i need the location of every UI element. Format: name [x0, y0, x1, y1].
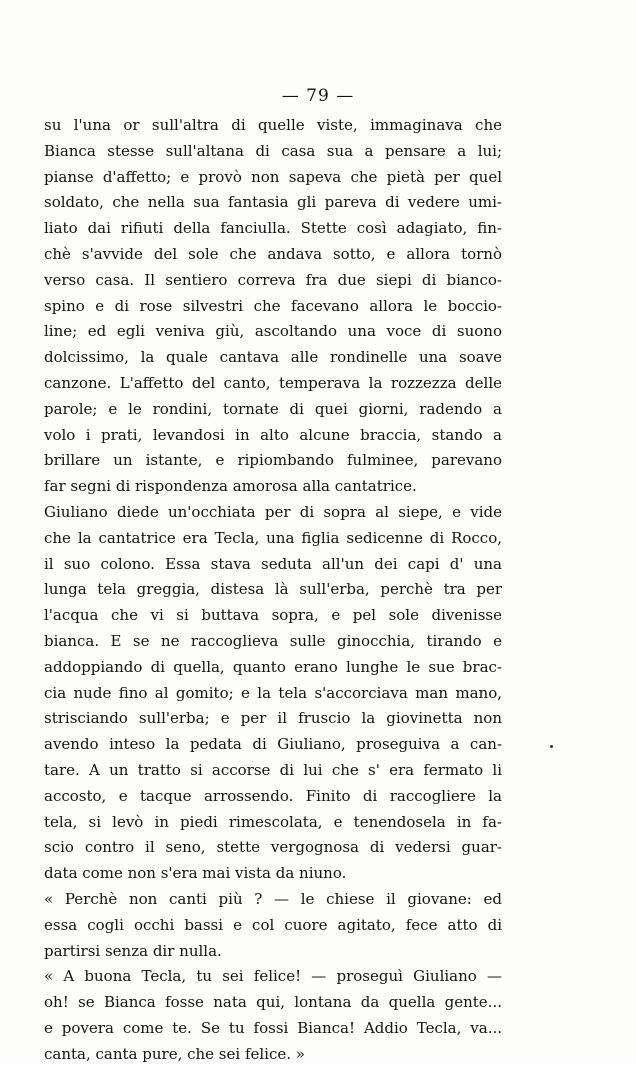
- text-line: dolcissimo, la quale cantava alle rondinelle una soave: [44, 348, 502, 367]
- text-line: canta, canta pure, che sei felice. »: [44, 1044, 305, 1063]
- text-line: tela, si levò in piedi rimescolata, e tenendosela in fa-: [44, 812, 502, 831]
- text-line: tare. A un tratto si accorse di lui che s' era fermato li: [44, 760, 502, 779]
- text-line: cia nude fino al gomito; e la tela s'accorciava man mano,: [44, 683, 502, 702]
- text-line: liato dai rifiuti della fanciulla. Stette così adagiato, fin-: [44, 219, 502, 238]
- text-line: scio contro il seno, stette vergognosa di vedersi guar-: [44, 838, 502, 857]
- text-line: essa cogli occhi bassi e col cuore agitato, fece atto di: [44, 915, 502, 934]
- text-line: brillare un istante, e ripiombando fulminee, parevano: [44, 451, 502, 470]
- text-line: parole; e le rondini, tornate di quei giorni, radendo a: [44, 399, 502, 418]
- text-line: strisciando sull'erba; e per il fruscio la giovinetta non: [44, 709, 502, 728]
- text-line: e povera come te. Se tu fossi Bianca! Addio Tecla, va...: [44, 1018, 502, 1037]
- text-line: spino e di rose silvestri che facevano allora le boccio-: [44, 296, 502, 315]
- text-line: Giuliano diede un'occhiata per di sopra al siepe, e vide: [44, 502, 502, 521]
- text-line: « A buona Tecla, tu sei felice! — proseguì Giuliano —: [44, 967, 502, 986]
- text-line: lunga tela greggia, distesa là sull'erba, perchè tra per: [44, 580, 502, 599]
- text-line: « Perchè non canti più ? — le chiese il giovane: ed: [44, 889, 502, 908]
- text-line: addoppiando di quella, quanto erano lunghe le sue brac-: [44, 657, 502, 676]
- text-line: chè s'avvide del sole che andava sotto, e allora tornò: [44, 244, 502, 263]
- text-line: data come non s'era mai vista da niuno.: [44, 864, 347, 883]
- text-line: che la cantatrice era Tecla, una figlia sedicenne di Rocco,: [44, 528, 502, 547]
- text-line: line; ed egli veniva giù, ascoltando una voce di suono: [44, 322, 502, 341]
- text-line: partirsi senza dir nulla.: [44, 941, 222, 960]
- text-line: far segni di rispondenza amorosa alla cantatrice.: [44, 477, 417, 496]
- text-line: l'acqua che vi si buttava sopra, e pel sole divenisse: [44, 606, 502, 625]
- text-line: accosto, e tacque arrossendo. Finito di raccogliere la: [44, 786, 502, 805]
- text-line: avendo inteso la pedata di Giuliano, proseguiva a can-: [44, 735, 502, 754]
- text-line: pianse d'affetto; e provò non sapeva che pietà per quel: [44, 167, 502, 186]
- text-line: il suo colono. Essa stava seduta all'un dei capi d' una: [44, 554, 502, 573]
- text-line: oh! se Bianca fosse nata qui, lontana da quella gente...: [44, 993, 502, 1012]
- text-line: verso casa. Il sentiero correva fra due siepi di bianco-: [44, 270, 502, 289]
- text-line: bianca. E se ne raccoglieva sulle ginocchia, tirando e: [44, 631, 502, 650]
- text-line: volo i prati, levandosi in alto alcune braccia, stando a: [44, 425, 502, 444]
- body-text: [44, 113, 502, 1067]
- page-number: — 79 —: [281, 86, 355, 106]
- text-line: soldato, che nella sua fantasia gli pareva di vedere umi-: [44, 193, 502, 212]
- text-line: su l'una or sull'altra di quelle viste, immaginava che: [44, 116, 502, 134]
- text-line: Bianca stesse sull'altana di casa sua a pensare a lui;: [44, 141, 502, 160]
- ink-speck: [550, 745, 553, 748]
- text-line: canzone. L'affetto del canto, temperava la rozzezza delle: [44, 373, 502, 392]
